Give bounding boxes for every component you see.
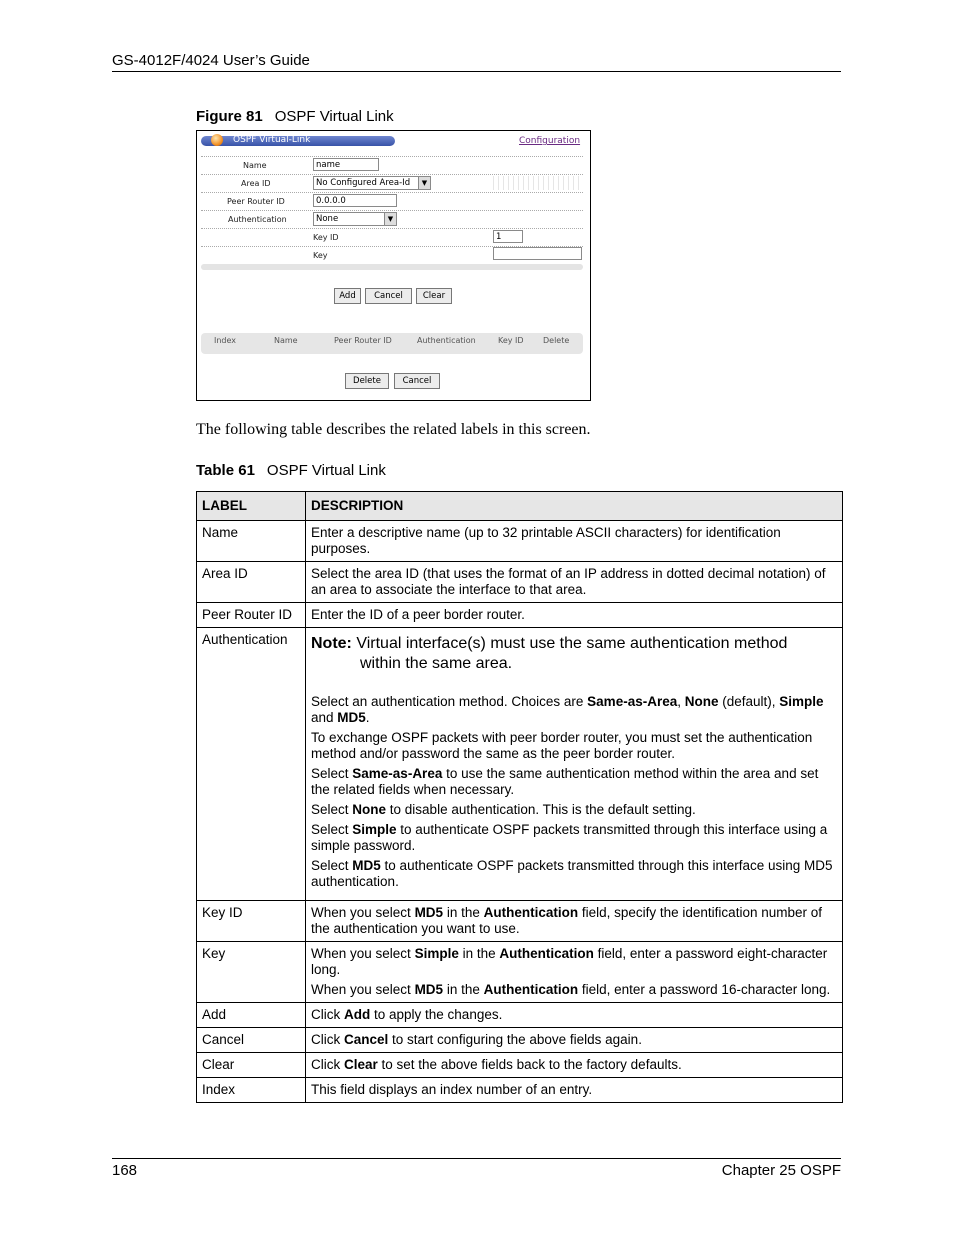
emphasis: Authentication — [499, 946, 594, 961]
text: When you select — [311, 982, 415, 997]
text: , — [677, 694, 685, 709]
table-row — [197, 1028, 843, 1053]
text: . — [365, 710, 370, 725]
description-table — [196, 491, 843, 1103]
area-id-select[interactable] — [313, 176, 431, 190]
auth-paragraph — [311, 802, 837, 818]
row-label: Cancel — [197, 1028, 306, 1053]
divider — [201, 192, 583, 193]
row-label: Index — [197, 1078, 306, 1103]
text: and — [311, 710, 338, 725]
emphasis: MD5 — [352, 858, 381, 873]
name-label: Name — [243, 161, 267, 170]
text: When you select — [311, 905, 415, 920]
add-button[interactable]: Add — [334, 288, 361, 304]
divider — [201, 156, 583, 157]
row-description — [306, 942, 843, 1003]
configuration-link[interactable]: Configuration — [519, 136, 581, 146]
row-description — [306, 1028, 843, 1053]
divider — [201, 174, 583, 175]
figure-title: OSPF Virtual Link — [274, 108, 394, 125]
emphasis: MD5 — [414, 905, 444, 920]
page-number: 168 — [112, 1162, 138, 1179]
key-paragraph — [311, 982, 837, 998]
column-key-id: Key ID — [498, 336, 524, 345]
auth-paragraph — [311, 694, 837, 726]
emphasis: None — [684, 694, 719, 709]
table-row — [197, 521, 843, 562]
row-label: Clear — [197, 1053, 306, 1078]
text: to authenticate OSPF packets transmitted through this interface using MD5 authentication. — [311, 858, 833, 889]
note-text-2: within the same area. — [360, 655, 513, 672]
emphasis: Add — [344, 1007, 371, 1022]
text: field, enter a password 16-character long. — [578, 982, 831, 997]
row-label: Area ID — [197, 562, 306, 603]
table-row — [197, 942, 843, 1003]
area-id-label: Area ID — [241, 179, 271, 188]
text: Click — [311, 1057, 344, 1072]
column-peer-router-id: Peer Router ID — [334, 336, 392, 345]
row-description — [306, 1003, 843, 1028]
column-delete: Delete — [543, 336, 570, 345]
header-rule — [112, 71, 841, 72]
emphasis: Cancel — [344, 1032, 389, 1047]
note-box — [311, 634, 837, 674]
text: Select — [311, 858, 353, 873]
chevron-down-icon: ▼ — [418, 177, 430, 189]
row-label: Key — [197, 942, 306, 1003]
chevron-down-icon: ▼ — [384, 213, 396, 225]
emphasis: MD5 — [414, 982, 444, 997]
label-column-header: LABEL — [197, 492, 306, 521]
row-description: Select the area ID (that uses the format of an IP address in dotted decimal notation) of an area to associate the interface to that area. — [306, 562, 843, 603]
peer-router-id-label: Peer Router ID — [227, 197, 285, 206]
table-row — [197, 603, 843, 628]
row-description: This field displays an index number of an entry. — [306, 1078, 843, 1103]
row-description — [306, 901, 843, 942]
cancel-delete-button[interactable]: Cancel — [394, 373, 440, 389]
table-row — [197, 628, 843, 901]
emphasis: Clear — [344, 1057, 378, 1072]
emphasis: Authentication — [483, 905, 579, 920]
table-row — [197, 1003, 843, 1028]
auth-paragraph — [311, 822, 837, 854]
table-row — [197, 562, 843, 603]
row-description: Enter a descriptive name (up to 32 printable ASCII characters) for identification purposes. — [306, 521, 843, 562]
emphasis: Simple — [414, 946, 459, 961]
column-name: Name — [274, 336, 298, 345]
key-label: Key — [313, 251, 328, 260]
text: Click — [311, 1032, 344, 1047]
row-label: Authentication — [197, 628, 306, 901]
text: field, enter a password eight-character long. — [311, 946, 828, 977]
emphasis: Simple — [779, 694, 824, 709]
area-id-value: No Configured Area-Id — [316, 178, 411, 188]
emphasis: Authentication — [483, 982, 579, 997]
divider — [201, 210, 583, 211]
row-description — [306, 628, 843, 901]
emphasis: Same-as-Area — [587, 694, 678, 709]
figure-label: Figure 81 — [196, 108, 263, 125]
text: Select — [311, 822, 353, 837]
text: in the — [458, 946, 500, 961]
entry-table-header — [201, 333, 583, 354]
divider — [201, 228, 583, 229]
row-label: Name — [197, 521, 306, 562]
figure-caption — [196, 108, 394, 125]
table-caption — [196, 462, 386, 479]
table-row — [197, 901, 843, 942]
clear-button[interactable]: Clear — [416, 288, 452, 304]
text: When you select — [311, 946, 415, 961]
text: to set the above fields back to the factory defaults. — [377, 1057, 682, 1072]
text: to disable authentication. This is the default setting. — [386, 802, 696, 817]
chapter-label: Chapter 25 OSPF — [721, 1162, 841, 1179]
key-id-label: Key ID — [313, 233, 339, 242]
authentication-label: Authentication — [228, 215, 287, 224]
emphasis: None — [352, 802, 387, 817]
name-input[interactable]: name — [313, 158, 379, 171]
row-description — [306, 1053, 843, 1078]
key-id-input[interactable]: 1 — [493, 230, 523, 243]
section-separator — [201, 264, 583, 270]
footer-rule — [112, 1158, 841, 1159]
key-paragraph — [311, 946, 837, 978]
row-description: Enter the ID of a peer border router. — [306, 603, 843, 628]
table-row — [197, 1053, 843, 1078]
cancel-button[interactable]: Cancel — [365, 288, 412, 304]
key-input[interactable] — [493, 247, 582, 260]
emphasis: Same-as-Area — [352, 766, 443, 781]
note-tag: Note: — [311, 635, 352, 652]
description-column-header: DESCRIPTION — [306, 492, 843, 521]
table-row — [197, 1078, 843, 1103]
text: to authenticate OSPF packets transmitted through this interface using a simple password. — [311, 822, 828, 853]
text: Select — [311, 766, 353, 781]
auth-paragraph — [311, 766, 837, 798]
intro-paragraph: The following table describes the related labels in this screen. — [196, 421, 591, 438]
column-authentication: Authentication — [417, 336, 476, 345]
text: Select — [311, 802, 353, 817]
ospf-virtual-link-screenshot — [196, 130, 591, 401]
row-label: Peer Router ID — [197, 603, 306, 628]
table-header-row — [197, 492, 843, 521]
table-title: OSPF Virtual Link — [266, 462, 386, 479]
authentication-value: None — [316, 214, 339, 224]
running-header: GS-4012F/4024 User’s Guide — [112, 52, 310, 69]
emphasis: MD5 — [337, 710, 366, 725]
text: in the — [443, 982, 484, 997]
title-orb-icon — [211, 134, 223, 146]
authentication-select[interactable] — [313, 212, 397, 226]
text: Click — [311, 1007, 344, 1022]
peer-router-id-input[interactable]: 0.0.0.0 — [313, 194, 397, 207]
text: (default), — [718, 694, 780, 709]
text: Select an authentication method. Choices are — [311, 694, 588, 709]
note-text-1: Virtual interface(s) must use the same authentication method — [356, 635, 788, 652]
text: field, specify the identification number of the authentication you want to use. — [311, 905, 822, 936]
emphasis: Simple — [352, 822, 397, 837]
screen-title: OSPF Virtual-Link — [233, 135, 311, 145]
column-index: Index — [214, 336, 237, 345]
faded-field-artifact — [493, 176, 583, 190]
auth-paragraph — [311, 858, 837, 890]
text: to use the same authentication method within the area and set the related fields when necessary. — [311, 766, 819, 797]
text: to start configuring the above fields again. — [388, 1032, 642, 1047]
delete-button[interactable]: Delete — [345, 373, 389, 389]
table-label: Table 61 — [196, 462, 255, 479]
text: in the — [443, 905, 484, 920]
text: to apply the changes. — [370, 1007, 503, 1022]
row-label: Key ID — [197, 901, 306, 942]
row-label: Add — [197, 1003, 306, 1028]
auth-paragraph: To exchange OSPF packets with peer border router, you must set the authentication method and/or password the same as the peer border router. — [311, 730, 813, 761]
